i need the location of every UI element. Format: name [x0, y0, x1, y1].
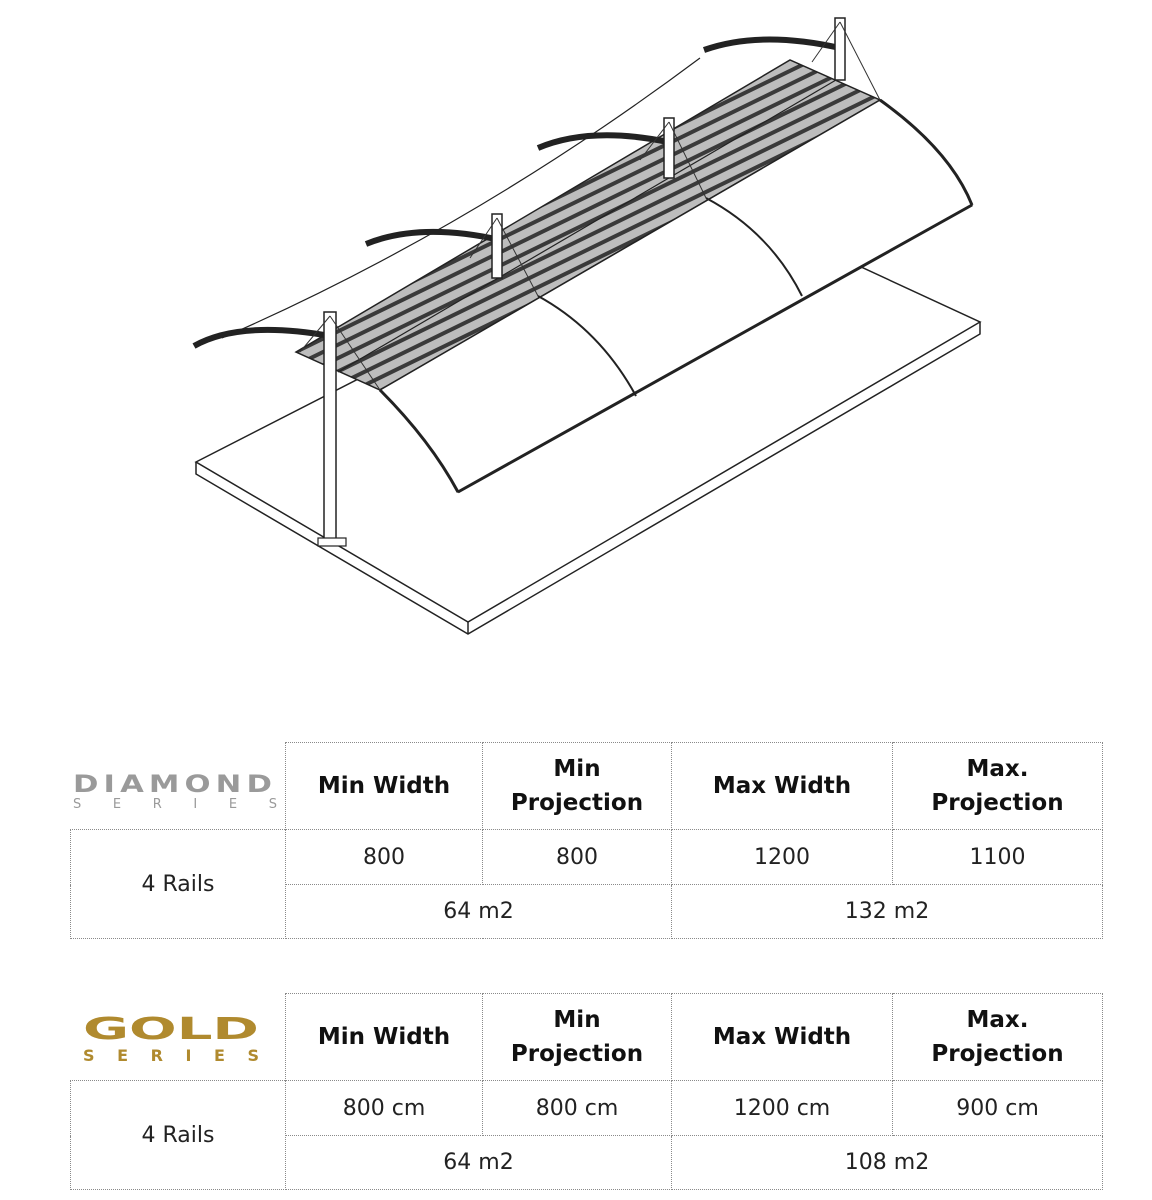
- gold-value-min-width: [286, 1081, 483, 1136]
- rail-label: 4 Rails: [141, 871, 215, 897]
- header-label: Max Width: [712, 773, 852, 799]
- value: 1100: [969, 844, 1026, 870]
- header-label: Min Width: [317, 1024, 451, 1050]
- value: 800 cm: [535, 1095, 619, 1121]
- header-label-line1: Min: [553, 756, 601, 782]
- header-label-line1: Min: [553, 1007, 601, 1033]
- area-value: 64 m2: [443, 899, 514, 924]
- area-value: 64 m2: [443, 1150, 514, 1175]
- diamond-value-min-projection: [483, 830, 672, 885]
- gold-series-table: [70, 993, 1103, 1190]
- diamond-header-min-projection: [483, 743, 672, 830]
- header-label-line2: Projection: [510, 790, 644, 816]
- diamond-rail-label-cell: [71, 830, 286, 939]
- gold-header-max-projection: [893, 994, 1103, 1081]
- header-label: Max Width: [712, 1024, 852, 1050]
- gold-logo-sub: S E R I E S: [82, 1045, 259, 1065]
- header-label-line1: Max.: [966, 756, 1029, 782]
- value: 1200 cm: [733, 1095, 831, 1121]
- gold-logo-word: GOLD: [82, 1011, 259, 1047]
- value: 1200: [754, 844, 810, 870]
- header-label-line1: Max.: [966, 1007, 1029, 1033]
- diamond-logo-sub: S E R I E S: [72, 796, 277, 812]
- diamond-header-max-projection: [893, 743, 1103, 830]
- gold-header-max-width: [672, 994, 893, 1081]
- diamond-value-max-projection: [893, 830, 1103, 885]
- header-label-line2: Projection: [931, 790, 1064, 816]
- diamond-header-min-width: [286, 743, 483, 830]
- gold-value-max-projection: [893, 1081, 1103, 1136]
- gold-header-min-projection: [483, 994, 672, 1081]
- gold-rail-label-cell: [71, 1081, 286, 1190]
- area-value: 132 m2: [844, 899, 930, 924]
- value: 800 cm: [342, 1095, 426, 1121]
- area-value: 108 m2: [844, 1150, 930, 1175]
- rail-label: 4 Rails: [141, 1122, 215, 1148]
- diamond-logo-word: DIAMOND: [72, 769, 277, 798]
- header-label: Min Width: [317, 773, 451, 799]
- value: 900 cm: [956, 1095, 1039, 1121]
- value: 800: [363, 844, 405, 870]
- value: 800: [556, 844, 598, 870]
- diamond-series-table: [70, 742, 1103, 939]
- gold-header-min-width: [286, 994, 483, 1081]
- header-label-line2: Projection: [931, 1041, 1064, 1067]
- diamond-value-max-width: [672, 830, 893, 885]
- gold-value-max-width: [672, 1081, 893, 1136]
- header-label-line2: Projection: [510, 1041, 644, 1067]
- diamond-header-max-width: [672, 743, 893, 830]
- gold-series-logo: [71, 1007, 283, 1067]
- diamond-area-min: [286, 885, 672, 939]
- gold-area-max: [672, 1136, 1103, 1190]
- diamond-series-logo: [71, 756, 283, 816]
- diamond-series-logo-cell: [71, 743, 286, 830]
- gold-area-min: [286, 1136, 672, 1190]
- gold-series-logo-cell: [71, 994, 286, 1081]
- gold-value-min-projection: [483, 1081, 672, 1136]
- diamond-area-max: [672, 885, 1103, 939]
- diamond-value-min-width: [286, 830, 483, 885]
